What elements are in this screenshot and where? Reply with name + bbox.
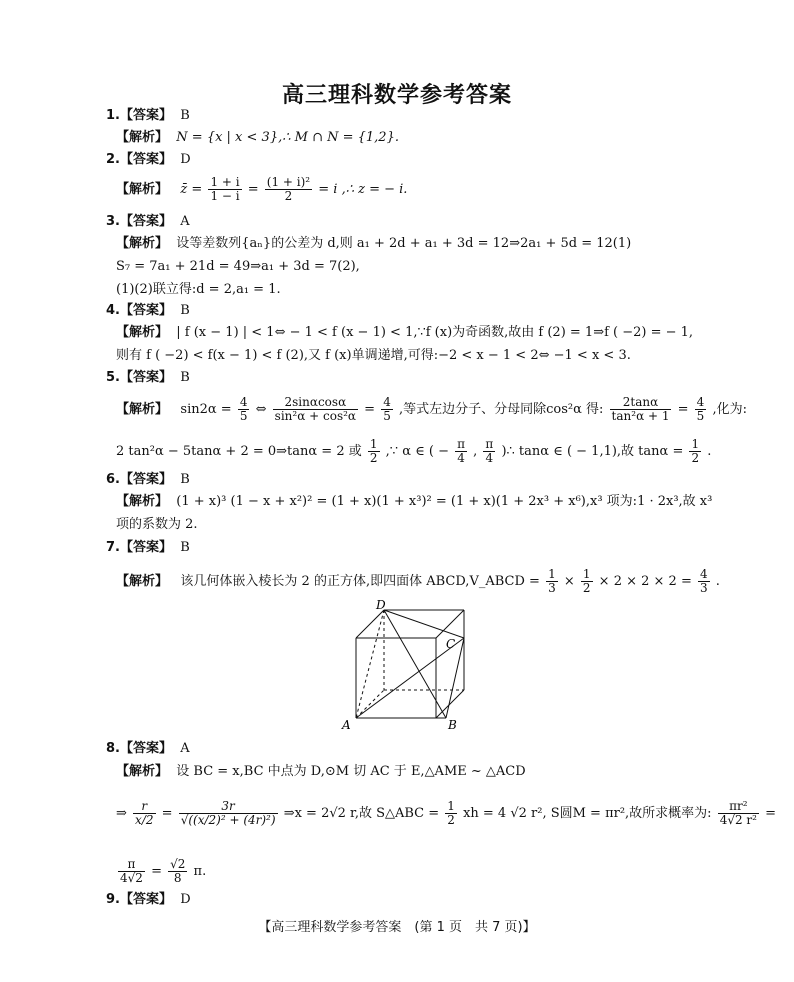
tetra-edge [356,610,384,718]
q1-answer: 1.【答案】 B [106,108,190,123]
q6-line2: 项的系数为 2. [116,517,198,532]
edge [436,690,464,718]
fraction: $\frac{2\sin\alpha\cos\alpha}{\text{sin²α + cos²α}}$ [274,395,357,423]
page-title: 高三理科数学参考答案 [281,83,512,108]
fraction: $\frac{\pi}{4√2}$ [120,857,143,885]
fraction: $\frac{1}{2}$ [369,437,378,465]
q6-answer: 6.【答案】 B [106,472,190,487]
edge [356,690,384,718]
fraction: $\frac{1 + i}{1 - i}$ [210,175,240,203]
q3-line2: S₇ = 7a₁ + 21d = 49⇒a₁ + 3d = 7(2), [116,259,360,274]
q8-line2: ⇒ $\frac{r}{x/2}$ = $\frac{3r}{\text{√((x/2)² + (4r)²)}}$ ⇒x = 2√2 r,故 S△ABC = $\frac{1}{2}$ xh = 4 √2 r², S圆M = πr²,故所求概率为: $\frac{\text{πr²}}{\text{4√2 r²}}$ = [116,799,777,827]
fraction: $\frac{\pi}{4}$ [457,437,465,465]
q5-answer: 5.【答案】 B [106,370,190,385]
q4-line2: 则有 f ( −2) < f(x − 1) < f (2),又 f (x)单调递增,可得:−2 < x − 1 < 2⇔ −1 < x < 3. [116,348,631,363]
fraction: $\frac{1}{2}$ [691,437,700,465]
q6-analysis: 【解析】 (1 + x)³ (1 − x + x²)² = (1 + x)(1 + x³)² = (1 + x)(1 + 2x³ + x⁶),x³ 项为:1 · 2x³,故 x³ [116,494,713,509]
fraction: $\frac{r}{x/2}$ [135,799,154,827]
vertex-label-d: D [376,598,386,612]
q8-analysis: 【解析】 设 BC = x,BC 中点为 D,⊙M 切 AC 于 E,△AME ~ △ACD [116,764,526,779]
cube-diagram [336,598,476,733]
vertex-label-a: A [342,718,351,732]
q1-analysis: 【解析】 N = {x | x < 3},∴ M ∩ N = {1,2}. [116,130,399,145]
edge [436,610,464,638]
q3-analysis: 【解析】 设等差数列{aₙ}的公差为 d,则 a₁ + 2d + a₁ + 3d = 12⇒2a₁ + 5d = 12(1) [116,236,632,251]
q4-answer: 4.【答案】 B [106,303,190,318]
fraction: $\frac{1}{3}$ [548,567,556,595]
fraction: $\frac{2\tan\alpha}{\text{tan²α + 1}}$ [611,395,670,423]
q3-answer: 3.【答案】 A [106,214,190,229]
fraction: $\frac{\text{πr²}}{\text{4√2 r²}}$ [719,799,757,827]
q5-line2: 2 tan²α − 5tanα + 2 = 0⇒tanα = 2 或 $\frac{1}{2}$ ,∵ α ∈ ( − $\frac{\pi}{4}$ , $\frac{\pi}{4}$ )∴ tanα ∈ ( − 1,1),故 tanα = $\frac{1}{2}$ . [116,437,712,465]
fraction: $\frac{\text{(1 + i)²}}{2}$ [266,175,311,203]
fraction: $\frac{4}{5}$ [239,395,248,423]
fraction: $\frac{4}{5}$ [696,395,705,423]
q7-analysis: 【解析】 该几何体嵌入棱长为 2 的正方体,即四面体 ABCD,V_ABCD = $\frac{1}{3}$ × $\frac{1}{2}$ × 2 × 2 × 2 = $\frac{4}{3}$ . [116,567,720,595]
fraction: $\frac{3r}{\text{√((x/2)² + (4r)²)}}$ [180,799,276,827]
vertex-label-b: B [448,718,457,732]
q2-analysis: 【解析】 z̄ = $\frac{1 + i}{1 - i}$ = $\frac{\text{(1 + i)²}}{2}$ = i ,∴ z = − i. [116,175,408,203]
fraction: $\frac{4}{3}$ [700,567,708,595]
fraction: $\frac{\pi}{4}$ [485,437,494,465]
q2-answer: 2.【答案】 D [106,152,191,167]
q5-analysis: 【解析】 sin2α = $\frac{4}{5}$ ⇔ $\frac{2\sin\alpha\cos\alpha}{\text{sin²α + cos²α}}$ = $\frac{4}{5}$ ,等式左边分子、分母同除cos²α 得: $\frac{2\tan\alpha}{\text{tan²α + 1}}$ = $\frac{4}{5}$ ,化为: [116,395,747,423]
vertex-label-c: C [446,637,456,651]
q4-analysis: 【解析】 | f (x − 1) | < 1⇔ − 1 < f (x − 1) < 1,∵f (x)为奇函数,故由 f (2) = 1⇒f ( −2) = − 1, [116,325,694,340]
q8-answer: 8.【答案】 A [106,741,190,756]
page-footer: 【高三理科数学参考答案 (第 1 页 共 7 页)】 [258,920,536,935]
q9-answer: 9.【答案】 D [106,892,191,907]
fraction: $\frac{4}{5}$ [383,395,391,423]
edge [356,610,384,638]
tetra-edge [384,610,464,638]
q3-line3: (1)(2)联立得:d = 2,a₁ = 1. [116,282,281,297]
tetra-edge [384,610,446,718]
q8-line3: $\frac{\pi}{4√2}$ = $\frac{√2}{8}$ π. [120,857,207,885]
fraction: $\frac{√2}{8}$ [170,857,186,885]
fraction: $\frac{1}{2}$ [447,799,455,827]
fraction: $\frac{1}{2}$ [582,567,591,595]
q7-answer: 7.【答案】 B [106,540,190,555]
